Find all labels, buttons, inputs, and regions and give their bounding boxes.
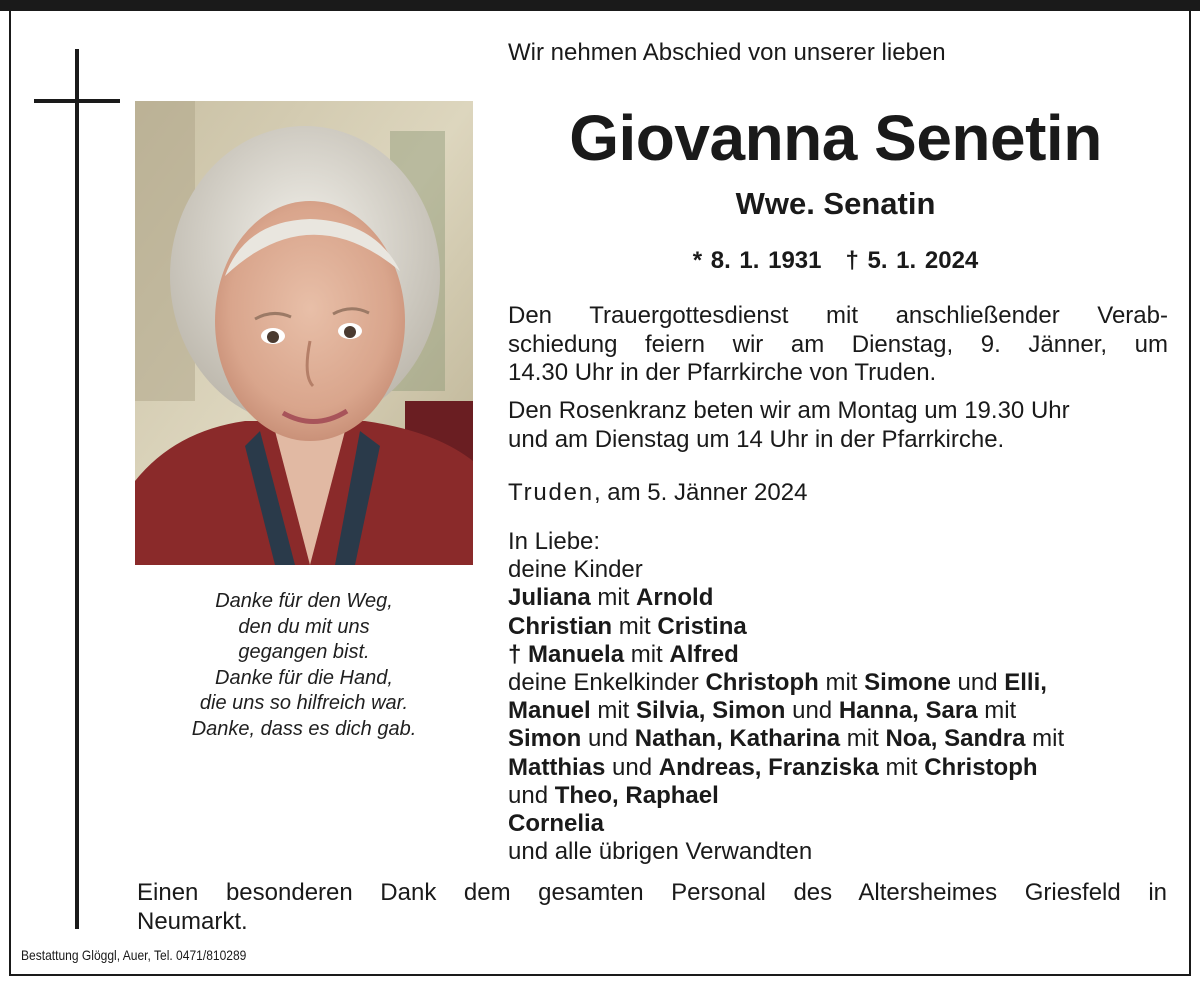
rosary-line: und am Dienstag um 14 Uhr in der Pfarrkirche. [508,425,1005,453]
cross-icon-horizontal [34,99,120,103]
grandchildren-row: Simon und Nathan, Katharina mit Noa, Sandra mit [508,725,1065,753]
child-row: † Manuela mit Alfred [508,640,739,668]
grandchildren-row: und Theo, Raphael [508,781,719,809]
relatives: und alle übrigen Verwandten [508,838,813,866]
date: , am 5. Jänner 2024 [593,479,808,506]
poem-line: gegangen bist. [238,641,370,663]
poem-line: Danke für die Hand, [215,666,393,689]
cross-icon-vertical [75,49,79,929]
grandchildren-row: Matthias und Andreas, Franziska mit Christoph [508,753,1038,781]
funeral-home: Bestattung Glöggl, Auer, Tel. 0471/810289 [21,947,247,963]
birth-date: * 8. 1. 1931 [692,247,822,274]
intro-text: Wir nehmen Abschied von unserer lieben [508,39,946,66]
family-list [508,528,1064,866]
thanks-line: Neumarkt. [137,907,248,935]
rosary-line: Den Rosenkranz beten wir am Montag um 19.30 Uhr [508,397,1070,424]
in-love: In Liebe: [508,528,601,555]
poem-line: Danke für den Weg, [215,590,393,612]
grandchildren-row: Manuel mit Silvia, Simon und Hanna, Sara mit [508,697,1017,725]
rosary-notice [508,397,1168,454]
widow-of: Wwe. Senatin [735,186,936,221]
service-line: schiedung feiern wir am Dienstag, 9. Jänner, um [508,330,1168,358]
child-row: Juliana mit Arnold [508,584,714,612]
deceased-name: Giovanna Senetin [569,102,1102,174]
portrait-photo [135,101,473,565]
service-line: 14.30 Uhr in der Pfarrkirche von Truden. [508,359,937,386]
service-notice [508,302,1168,388]
obituary-card [9,9,1191,976]
thanks-note [137,879,1167,936]
poem-line: die uns so hilfreich war. [199,692,409,714]
life-dates [508,247,1163,275]
grandchildren-row: Cornelia [508,810,605,838]
thanks-line: Einen besonderen Dank dem gesamten Personal des Altersheimes Griesfeld in [137,879,1167,906]
poem-line: Danke, dass es dich gab. [191,717,417,740]
death-date: † 5. 1. 2024 [845,247,979,274]
service-line: Den Trauergottesdienst mit anschließender Verab- [508,302,1168,329]
poem-line: den du mit uns [238,615,370,638]
children-label: deine Kinder [508,556,643,584]
poem [135,589,473,742]
child-row: Christian mit Cristina [508,612,747,640]
place: Truden [508,479,594,506]
grandchildren-row: deine Enkelkinder Christoph mit Simone und Elli, [508,669,1047,697]
place-date [508,479,807,507]
